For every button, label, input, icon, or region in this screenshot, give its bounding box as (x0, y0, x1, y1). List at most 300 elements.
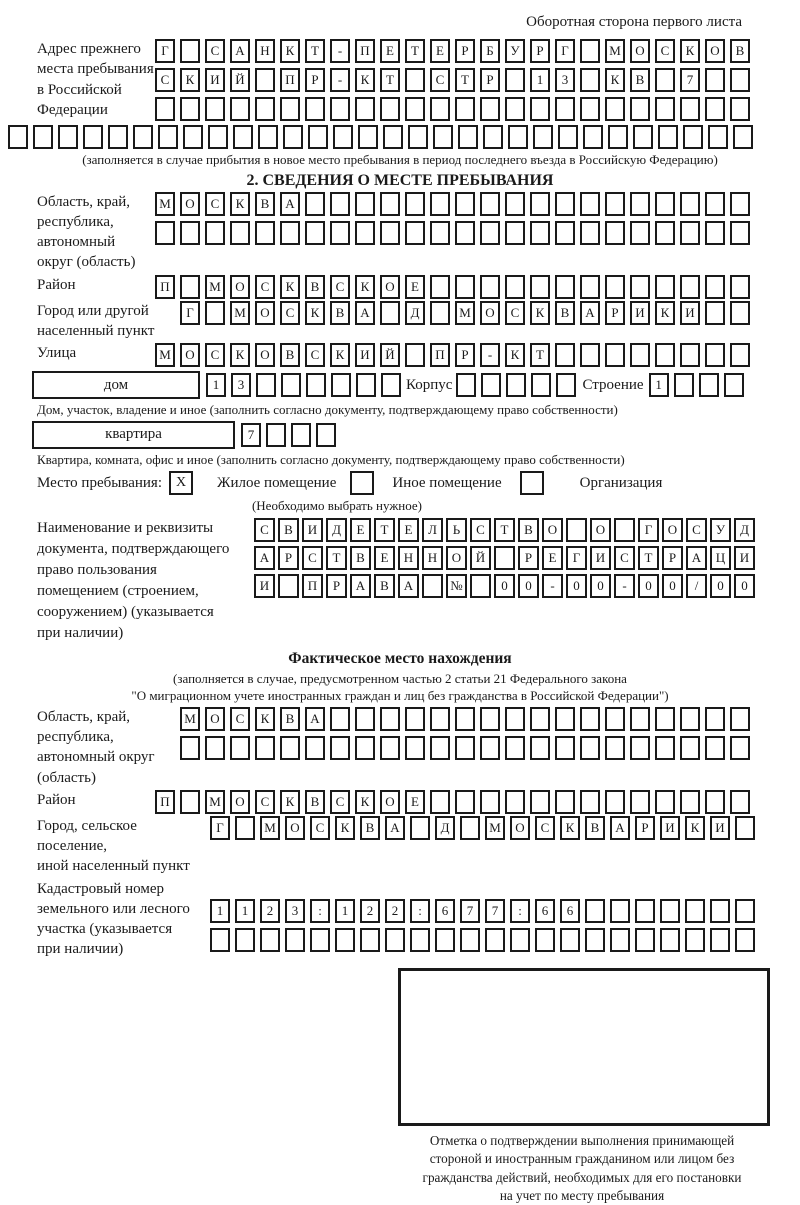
char-cell: О (662, 518, 683, 542)
label-line: Федерации (37, 101, 108, 118)
char-cell: 3 (285, 899, 305, 923)
char-cell: 0 (494, 574, 515, 598)
char-cell (730, 97, 750, 121)
char-cell: В (585, 816, 605, 840)
char-cell: О (180, 192, 200, 216)
char-cell: 7 (460, 899, 480, 923)
char-cell (680, 97, 700, 121)
char-cell: П (280, 68, 300, 92)
char-cell: 0 (662, 574, 683, 598)
char-cell (705, 343, 725, 367)
char-cell: И (254, 574, 275, 598)
char-cell (155, 221, 175, 245)
char-cell: К (605, 68, 625, 92)
fact-cadastre-rows (210, 899, 755, 952)
char-cell: А (610, 816, 630, 840)
char-cell (205, 736, 225, 760)
char-cell: К (355, 790, 375, 814)
char-cell (605, 343, 625, 367)
char-cell: Г (155, 39, 175, 63)
label-line: Область, край, (37, 708, 131, 725)
char-cell: / (686, 574, 707, 598)
char-cell (381, 373, 401, 397)
char-cell (535, 928, 555, 952)
char-cell (380, 707, 400, 731)
char-cell: К (280, 790, 300, 814)
char-cell (730, 343, 750, 367)
char-cell (180, 790, 200, 814)
char-cell (58, 125, 78, 149)
char-cell (305, 192, 325, 216)
char-cell (356, 373, 376, 397)
char-cell (555, 192, 575, 216)
char-cell (430, 707, 450, 731)
char-cell (505, 221, 525, 245)
char-cell: Т (494, 518, 515, 542)
char-cell: К (230, 192, 250, 216)
char-cell (455, 192, 475, 216)
char-cell: Е (542, 546, 563, 570)
char-cell (530, 275, 550, 299)
char-cell (255, 68, 275, 92)
char-cell: К (355, 68, 375, 92)
label-line: при наличии) (37, 624, 124, 641)
char-cell (205, 301, 225, 325)
char-cell: О (542, 518, 563, 542)
prev-address-note: (заполняется в случае прибытия в новое место пребывания в период последнего въезда в Российскую Федерацию) (82, 152, 718, 167)
char-cell (278, 574, 299, 598)
char-cell (408, 125, 428, 149)
fact-city-block (37, 816, 800, 877)
char-cell: В (630, 68, 650, 92)
char-cell (235, 928, 255, 952)
char-cell (733, 125, 753, 149)
char-cell (505, 790, 525, 814)
char-cell: Й (230, 68, 250, 92)
stay-district-row (155, 275, 750, 299)
char-cell (705, 707, 725, 731)
char-cell (558, 125, 578, 149)
stay-street-block (37, 343, 800, 367)
checkbox-residential: X (169, 471, 193, 495)
char-cell: В (330, 301, 350, 325)
stay-apartment-block (32, 421, 800, 449)
char-cell: П (155, 790, 175, 814)
char-cell (255, 97, 275, 121)
char-cell (708, 125, 728, 149)
char-cell (385, 928, 405, 952)
char-cell: Л (422, 518, 443, 542)
char-cell (280, 221, 300, 245)
char-cell (735, 899, 755, 923)
char-cell (580, 736, 600, 760)
label-line: гражданства действий, необходимых для его постановки (422, 1169, 742, 1185)
char-cell (655, 68, 675, 92)
stay-street-row (155, 343, 750, 367)
char-cell (680, 343, 700, 367)
corner-note: Оборотная сторона первого листа (526, 14, 742, 30)
char-cell: О (255, 343, 275, 367)
char-cell: И (205, 68, 225, 92)
char-cell (333, 125, 353, 149)
stay-house-block (32, 371, 800, 399)
stay-document-rows (254, 518, 755, 598)
stay-city-block (37, 301, 800, 342)
char-cell (658, 125, 678, 149)
char-cell (480, 790, 500, 814)
char-cell: О (230, 275, 250, 299)
fact-city-row (210, 816, 755, 840)
char-cell: 1 (206, 373, 226, 397)
char-cell (505, 707, 525, 731)
char-cell: С (255, 790, 275, 814)
char-cell: С (470, 518, 491, 542)
char-cell: А (230, 39, 250, 63)
char-cell (405, 192, 425, 216)
char-cell: К (505, 343, 525, 367)
char-cell: С (305, 343, 325, 367)
char-cell: К (355, 275, 375, 299)
stay-document-row-1 (254, 518, 755, 542)
char-cell (430, 221, 450, 245)
char-cell: 2 (385, 899, 405, 923)
char-cell: И (630, 301, 650, 325)
char-cell (208, 125, 228, 149)
char-cell (660, 928, 680, 952)
prev-address-rows (155, 39, 750, 121)
char-cell: Е (430, 39, 450, 63)
char-cell: М (155, 192, 175, 216)
char-cell: О (255, 301, 275, 325)
char-cell (583, 125, 603, 149)
char-cell: Н (255, 39, 275, 63)
char-cell (674, 373, 694, 397)
stay-city-label (37, 301, 180, 342)
char-cell (580, 275, 600, 299)
char-cell: М (260, 816, 280, 840)
char-cell: О (480, 301, 500, 325)
char-cell (530, 736, 550, 760)
char-cell (481, 373, 501, 397)
char-cell (266, 423, 286, 447)
char-cell (555, 97, 575, 121)
stay-document-row-3 (254, 574, 755, 598)
char-cell (580, 68, 600, 92)
label-line: на учет по месту пребывания (499, 1187, 665, 1203)
checkbox-organization (520, 471, 544, 495)
char-cell (180, 736, 200, 760)
label-line: (область) (37, 769, 96, 786)
char-cell: Р (278, 546, 299, 570)
char-cell (735, 928, 755, 952)
char-cell: А (385, 816, 405, 840)
char-cell (705, 301, 725, 325)
char-cell: О (446, 546, 467, 570)
char-cell: М (485, 816, 505, 840)
char-cell (555, 790, 575, 814)
char-cell (430, 275, 450, 299)
char-cell (455, 97, 475, 121)
house-labelbox: дом (32, 371, 200, 399)
prev-address-label (37, 39, 155, 120)
char-cell (730, 790, 750, 814)
char-cell: М (205, 275, 225, 299)
char-cell: В (730, 39, 750, 63)
char-cell: - (614, 574, 635, 598)
char-cell (83, 125, 103, 149)
confirmation-note (392, 1132, 772, 1205)
char-cell (405, 97, 425, 121)
char-cell (255, 736, 275, 760)
char-cell: А (254, 546, 275, 570)
char-cell: С (280, 301, 300, 325)
char-cell (730, 192, 750, 216)
char-cell (405, 707, 425, 731)
char-cell: О (285, 816, 305, 840)
char-cell: 1 (210, 899, 230, 923)
char-cell: Р (518, 546, 539, 570)
stroenie-row (649, 373, 744, 397)
char-cell (605, 275, 625, 299)
char-cell: - (480, 343, 500, 367)
char-cell: Д (435, 816, 455, 840)
char-cell: 7 (241, 423, 261, 447)
char-cell (358, 125, 378, 149)
char-cell: Р (480, 68, 500, 92)
char-cell (614, 518, 635, 542)
fact-cadastre-row-2 (210, 928, 755, 952)
char-cell (310, 928, 330, 952)
char-cell: Д (405, 301, 425, 325)
char-cell (555, 275, 575, 299)
char-cell: В (518, 518, 539, 542)
char-cell (630, 192, 650, 216)
char-cell (480, 192, 500, 216)
char-cell: С (330, 275, 350, 299)
char-cell (705, 192, 725, 216)
char-cell: В (555, 301, 575, 325)
char-cell (685, 899, 705, 923)
char-cell (705, 97, 725, 121)
char-cell: 7 (680, 68, 700, 92)
char-cell: В (374, 574, 395, 598)
label-line: в Российской (37, 81, 122, 98)
char-cell (470, 574, 491, 598)
char-cell: С (330, 790, 350, 814)
stay-document-block (37, 518, 800, 644)
fact-region-row-1 (180, 707, 750, 731)
char-cell (235, 816, 255, 840)
char-cell (508, 125, 528, 149)
char-cell (180, 97, 200, 121)
char-cell: И (660, 816, 680, 840)
char-cell: Р (305, 68, 325, 92)
char-cell (230, 97, 250, 121)
label-line: Кадастровый номер (37, 880, 164, 897)
char-cell: С (155, 68, 175, 92)
char-cell (233, 125, 253, 149)
char-cell: У (505, 39, 525, 63)
char-cell (530, 707, 550, 731)
char-cell (530, 790, 550, 814)
fact-title: Фактическое место нахождения (288, 649, 512, 667)
char-cell: Т (455, 68, 475, 92)
char-cell (405, 221, 425, 245)
char-cell: О (205, 707, 225, 731)
char-cell: 6 (560, 899, 580, 923)
char-cell: 6 (535, 899, 555, 923)
char-cell (555, 736, 575, 760)
char-cell (705, 736, 725, 760)
char-cell: А (580, 301, 600, 325)
char-cell: О (180, 343, 200, 367)
char-cell: Г (555, 39, 575, 63)
char-cell: Т (374, 518, 395, 542)
char-cell (305, 97, 325, 121)
char-cell (230, 221, 250, 245)
char-cell: С (655, 39, 675, 63)
char-cell: № (446, 574, 467, 598)
char-cell: М (455, 301, 475, 325)
char-cell (555, 221, 575, 245)
char-cell (355, 736, 375, 760)
char-cell (555, 707, 575, 731)
char-cell (308, 125, 328, 149)
char-cell (580, 790, 600, 814)
char-cell (680, 275, 700, 299)
char-cell: 1 (335, 899, 355, 923)
char-cell: К (560, 816, 580, 840)
checkbox-residential-label: Жилое помещение (217, 475, 337, 492)
char-cell (180, 275, 200, 299)
char-cell (285, 928, 305, 952)
fact-region-rows (180, 707, 750, 760)
fact-region-row-2 (180, 736, 750, 760)
migration-form-back-page (0, 14, 800, 1203)
char-cell (685, 928, 705, 952)
char-cell (405, 736, 425, 760)
label-line: Город, сельское поселение, (37, 817, 137, 855)
char-cell: Й (470, 546, 491, 570)
char-cell: С (310, 816, 330, 840)
prev-address-overflow-row (8, 125, 800, 149)
char-cell: А (398, 574, 419, 598)
char-cell: О (510, 816, 530, 840)
char-cell (505, 736, 525, 760)
char-cell (630, 736, 650, 760)
char-cell (405, 343, 425, 367)
char-cell (580, 707, 600, 731)
char-cell (155, 97, 175, 121)
house-number-row (206, 373, 401, 397)
char-cell (655, 221, 675, 245)
char-cell (533, 125, 553, 149)
char-cell: О (380, 275, 400, 299)
char-cell (331, 373, 351, 397)
fact-region-label (37, 707, 180, 788)
char-cell (560, 928, 580, 952)
char-cell: М (180, 707, 200, 731)
char-cell (283, 125, 303, 149)
char-cell (455, 790, 475, 814)
char-cell (710, 928, 730, 952)
fact-cadastre-block (37, 879, 800, 960)
char-cell: К (255, 707, 275, 731)
char-cell (458, 125, 478, 149)
char-cell (230, 736, 250, 760)
char-cell: В (305, 790, 325, 814)
char-cell (158, 125, 178, 149)
char-cell (180, 39, 200, 63)
confirmation-block (392, 968, 772, 1205)
char-cell: : (310, 899, 330, 923)
label-line: места пребывания (37, 61, 154, 78)
char-cell (655, 707, 675, 731)
char-cell (305, 736, 325, 760)
apartment-row (241, 423, 336, 447)
char-cell (380, 97, 400, 121)
char-cell: Т (530, 343, 550, 367)
char-cell (580, 39, 600, 63)
stay-region-row-2 (155, 221, 750, 245)
char-cell (680, 707, 700, 731)
char-cell (108, 125, 128, 149)
char-cell: А (280, 192, 300, 216)
char-cell (256, 373, 276, 397)
char-cell (683, 125, 703, 149)
char-cell (605, 707, 625, 731)
char-cell: И (710, 816, 730, 840)
label-line: право пользования (37, 561, 157, 578)
label-line: Город или другой (37, 302, 149, 319)
char-cell: К (280, 39, 300, 63)
fact-district-label: Район (37, 791, 76, 808)
char-cell (483, 125, 503, 149)
char-cell: О (590, 518, 611, 542)
char-cell (610, 899, 630, 923)
stay-type-label: Место пребывания: (37, 475, 162, 492)
char-cell (405, 68, 425, 92)
char-cell: Г (638, 518, 659, 542)
char-cell (605, 736, 625, 760)
char-cell (630, 790, 650, 814)
char-cell: Е (374, 546, 395, 570)
char-cell (630, 97, 650, 121)
label-line: Область, край, (37, 193, 131, 210)
char-cell (735, 816, 755, 840)
char-cell: С (686, 518, 707, 542)
korpus-row (456, 373, 576, 397)
char-cell: 2 (360, 899, 380, 923)
label-line: земельного или лесного (37, 900, 190, 917)
label-line: "О миграционном учете иностранных граждан и лиц без гражданства в Российской Федерации") (131, 688, 669, 704)
stay-document-label (37, 518, 248, 644)
apartment-labelbox: квартира (32, 421, 235, 449)
char-cell: Г (180, 301, 200, 325)
label-line: (заполняется в случае, предусмотренном частью 2 статьи 21 Федерального закона (173, 670, 627, 686)
label-line: стороной и иностранным гражданином или лицом без (429, 1151, 735, 1167)
char-cell: С (614, 546, 635, 570)
char-cell (730, 301, 750, 325)
label-line: республика, (37, 729, 114, 746)
char-cell (205, 97, 225, 121)
prev-address-block (37, 39, 800, 121)
char-cell (410, 928, 430, 952)
char-cell (430, 790, 450, 814)
stay-type-block (37, 471, 800, 495)
char-cell (316, 423, 336, 447)
char-cell (730, 707, 750, 731)
